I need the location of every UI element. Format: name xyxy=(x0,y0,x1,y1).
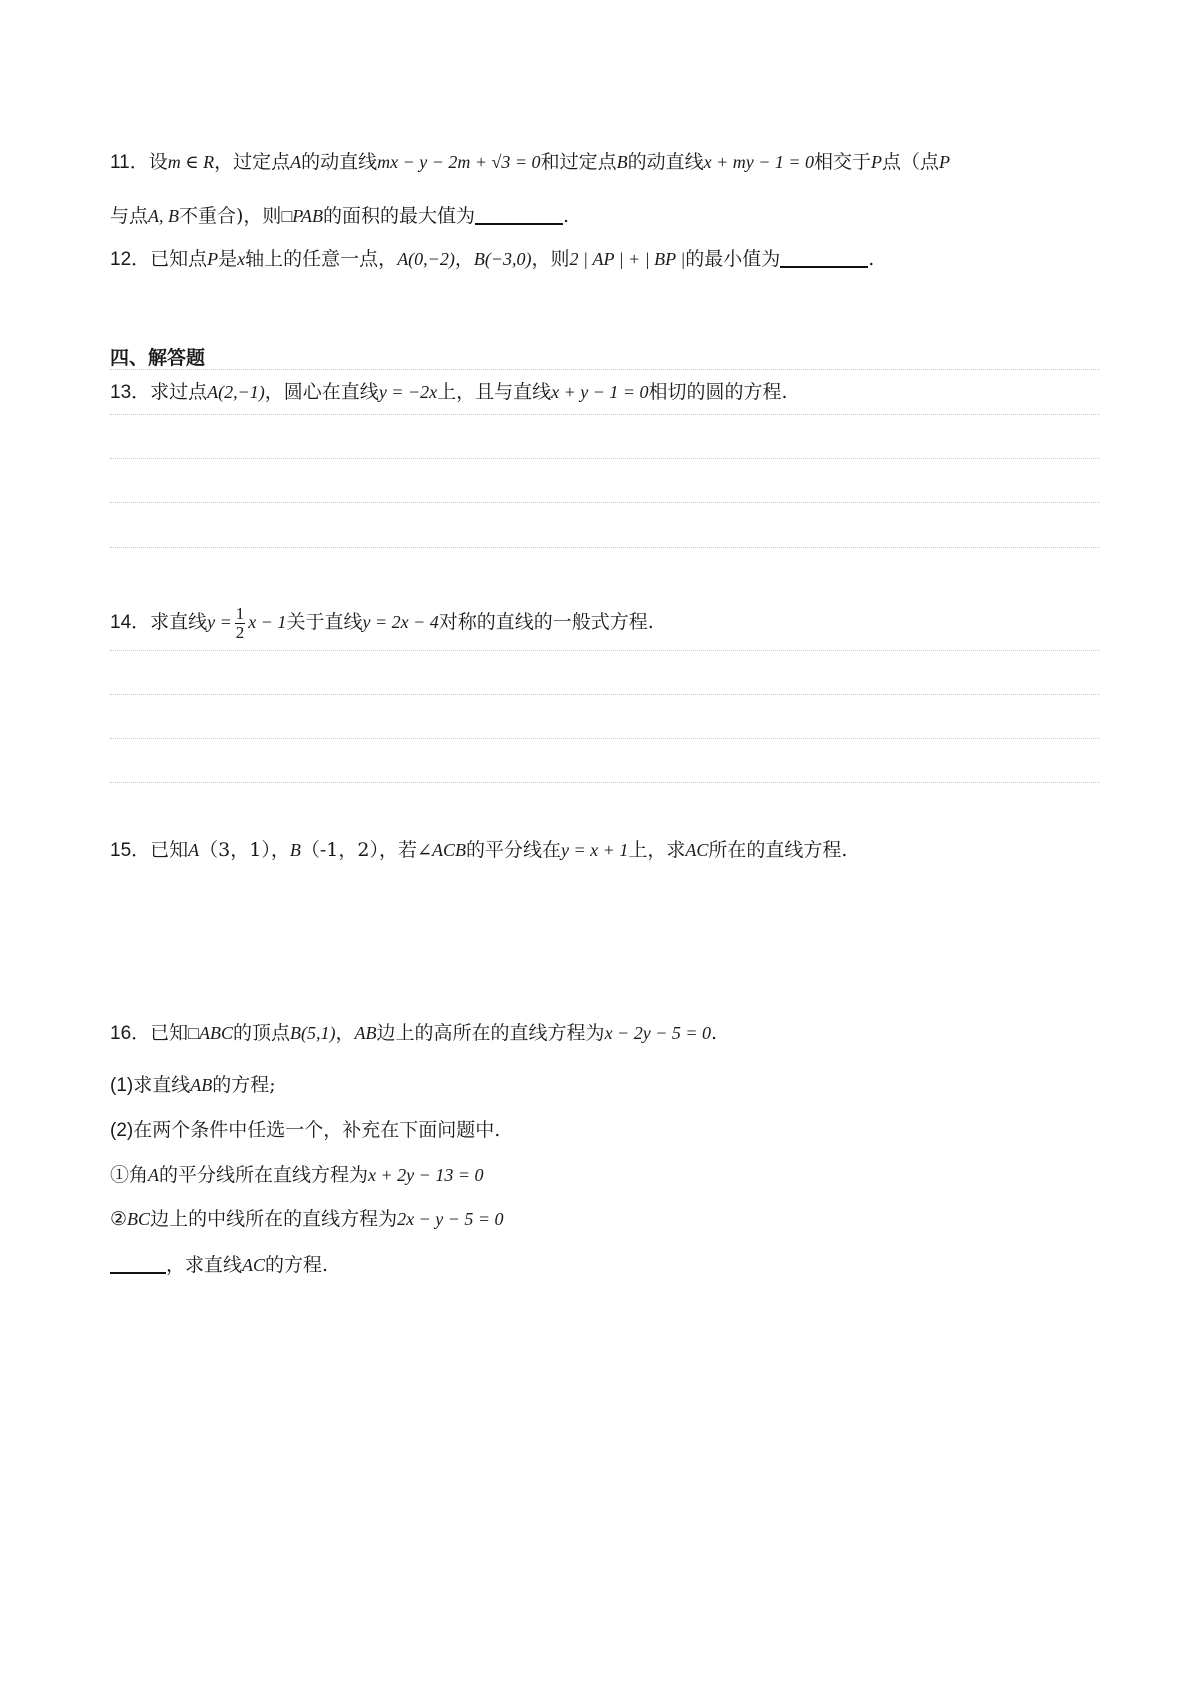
q15-angle-acb: ∠ACB xyxy=(416,840,467,860)
q16-side-ab: AB xyxy=(354,1023,377,1043)
q11-point-a: A xyxy=(290,152,302,172)
q11-text: 相交于 xyxy=(814,151,872,173)
q14-equation-left: y = xyxy=(207,612,232,632)
q16-condition-2 xyxy=(110,1207,504,1231)
q13-text: 上，且与直线 xyxy=(437,381,552,403)
q11-point-b: B xyxy=(616,152,628,172)
q11-text: 的动直线 xyxy=(301,151,378,173)
q11-number: 11． xyxy=(110,152,149,173)
answer-rule xyxy=(110,547,1100,548)
q12-text: 已知点 xyxy=(150,248,208,270)
q13-text: ，圆心在直线 xyxy=(264,381,379,403)
q16-condition-1-equation: x + 2y − 13 = 0 xyxy=(368,1165,484,1185)
q16-part2-label: (2) xyxy=(110,1120,134,1141)
q15-text: 的平分线在 xyxy=(466,839,562,861)
q14-equation-2: y = 2x − 4 xyxy=(362,612,439,632)
q16-triangle-abc: □ABC xyxy=(188,1023,234,1043)
q11-equation-2: x + my − 1 = 0 xyxy=(703,152,815,172)
q11-text: 不重合)，则 xyxy=(179,205,282,227)
q14-text: 求直线 xyxy=(150,611,208,633)
q12-var-x: x xyxy=(237,249,246,269)
q11-point-p: P xyxy=(939,152,951,172)
q11-text: ，过定点 xyxy=(214,151,291,173)
q14-fraction xyxy=(235,605,246,642)
q16-text: 的方程. xyxy=(265,1254,329,1276)
q16-line1 xyxy=(110,1021,717,1046)
q11-answer-blank[interactable] xyxy=(475,203,563,225)
q12-text: . xyxy=(868,248,875,270)
q11-triangle-pab: □PAB xyxy=(281,206,323,226)
q14-fraction-denominator: 2 xyxy=(235,622,245,642)
q15-equation: y = x + 1 xyxy=(561,840,629,860)
q12-number: 12． xyxy=(110,249,151,270)
q16-text: 的平分线所在直线方程为 xyxy=(159,1164,369,1186)
q11-text: 的动直线 xyxy=(627,151,704,173)
q16-text: ，求直线 xyxy=(166,1254,243,1276)
q11-text: 与点 xyxy=(110,205,149,227)
q12-text: ，则 xyxy=(531,248,570,270)
q13-text: 相切的圆的方程. xyxy=(648,381,788,403)
q14-text: 对称的直线的一般式方程. xyxy=(438,611,654,633)
q11-text: 点（点 xyxy=(882,151,940,173)
answer-rule xyxy=(110,650,1100,651)
answer-rule xyxy=(110,694,1100,695)
q14-line xyxy=(110,602,654,643)
q16-text: 求直线 xyxy=(133,1074,191,1096)
answer-rule xyxy=(110,458,1100,459)
q15-text: （3，1）， xyxy=(199,839,290,861)
answer-rule xyxy=(110,502,1100,503)
q13-equation-1: y = −2x xyxy=(378,382,438,402)
answer-rule xyxy=(110,369,1100,370)
q12-point-a: A(0,−2) xyxy=(397,249,455,269)
q14-number: 14． xyxy=(110,612,151,633)
q14-fraction-numerator: 1 xyxy=(235,603,245,623)
q11-point-p: P xyxy=(871,152,883,172)
q15-text: （-1，2），若 xyxy=(300,839,417,861)
q11-equation-1: mx − y − 2m + √3 = 0 xyxy=(377,152,541,172)
q16-text: 已知 xyxy=(150,1022,189,1044)
q12-expression: 2 | AP | + | BP | xyxy=(569,249,686,269)
q16-line-ac: AC xyxy=(242,1255,266,1275)
q12-point-b: B(−3,0) xyxy=(473,249,532,269)
q11-points-ab: A, B xyxy=(148,206,180,226)
q15-text: 上，求 xyxy=(628,839,686,861)
q12-point-p: P xyxy=(207,249,219,269)
q11-line1 xyxy=(110,150,950,175)
q16-text: 边上的中线所在的直线方程为 xyxy=(150,1208,398,1230)
q12-text: 的最小值为 xyxy=(685,248,781,270)
q13-equation-2: x + y − 1 = 0 xyxy=(551,382,649,402)
answer-rule xyxy=(110,782,1100,783)
q16-line-ab: AB xyxy=(190,1075,213,1095)
q15-number: 15． xyxy=(110,840,151,861)
q11-text: 和过定点 xyxy=(540,151,617,173)
section-title: 四、解答题 xyxy=(110,347,206,369)
q15-line-ac: AC xyxy=(685,840,709,860)
q16-equation: x − 2y − 5 = 0 xyxy=(604,1023,711,1043)
answer-rule xyxy=(110,414,1100,415)
q13-point-a: A(2,−1) xyxy=(207,382,265,402)
q16-choice-blank[interactable] xyxy=(110,1252,166,1274)
q16-part1 xyxy=(110,1073,276,1098)
q16-condition-1 xyxy=(110,1163,483,1187)
q13-line xyxy=(110,380,788,405)
q15-point-b: B xyxy=(289,840,301,860)
q16-text: ， xyxy=(335,1022,355,1044)
q15-point-a: A xyxy=(188,840,200,860)
q11-text: 设 xyxy=(148,151,168,173)
q16-text: 边上的高所在的直线方程为 xyxy=(376,1022,605,1044)
q14-equation-right: x − 1 xyxy=(248,612,287,632)
q12-line xyxy=(110,246,874,272)
q16-number: 16． xyxy=(110,1023,151,1044)
q11-line2 xyxy=(110,203,569,228)
q13-text: 求过点 xyxy=(150,381,208,403)
q11-math-m: m ∈ R xyxy=(167,152,215,172)
q16-vertex-b: B(5,1) xyxy=(290,1023,336,1043)
q16-text: 的顶点 xyxy=(233,1022,291,1044)
q12-text: 轴上的任意一点， xyxy=(245,248,398,270)
q16-final xyxy=(110,1252,328,1277)
q15-text: 所在的直线方程. xyxy=(708,839,848,861)
q16-condition-marker: ① xyxy=(110,1164,130,1186)
q14-text: 关于直线 xyxy=(286,611,363,633)
q16-side-bc: BC xyxy=(127,1209,151,1229)
q12-text: 是 xyxy=(218,248,238,270)
answer-rule xyxy=(110,738,1100,739)
q16-point-a: A xyxy=(148,1165,160,1185)
q16-part2 xyxy=(110,1118,500,1143)
q13-number: 13． xyxy=(110,382,151,403)
q12-text: ， xyxy=(454,248,474,270)
q16-condition-2-equation: 2x − y − 5 = 0 xyxy=(397,1209,504,1229)
q16-text: 的方程; xyxy=(212,1074,276,1096)
q11-text: 的面积的最大值为 xyxy=(322,205,475,227)
q16-part1-label: (1) xyxy=(110,1075,134,1096)
q16-text: 在两个条件中任选一个，补充在下面问题中. xyxy=(133,1119,501,1141)
q12-answer-blank[interactable] xyxy=(780,246,868,268)
q11-text: . xyxy=(563,205,570,227)
q16-condition-marker: ② xyxy=(110,1208,128,1230)
q15-text: 已知 xyxy=(150,839,189,861)
q15-line xyxy=(110,838,847,863)
q16-text: . xyxy=(710,1022,718,1044)
q16-text: 角 xyxy=(129,1164,149,1186)
